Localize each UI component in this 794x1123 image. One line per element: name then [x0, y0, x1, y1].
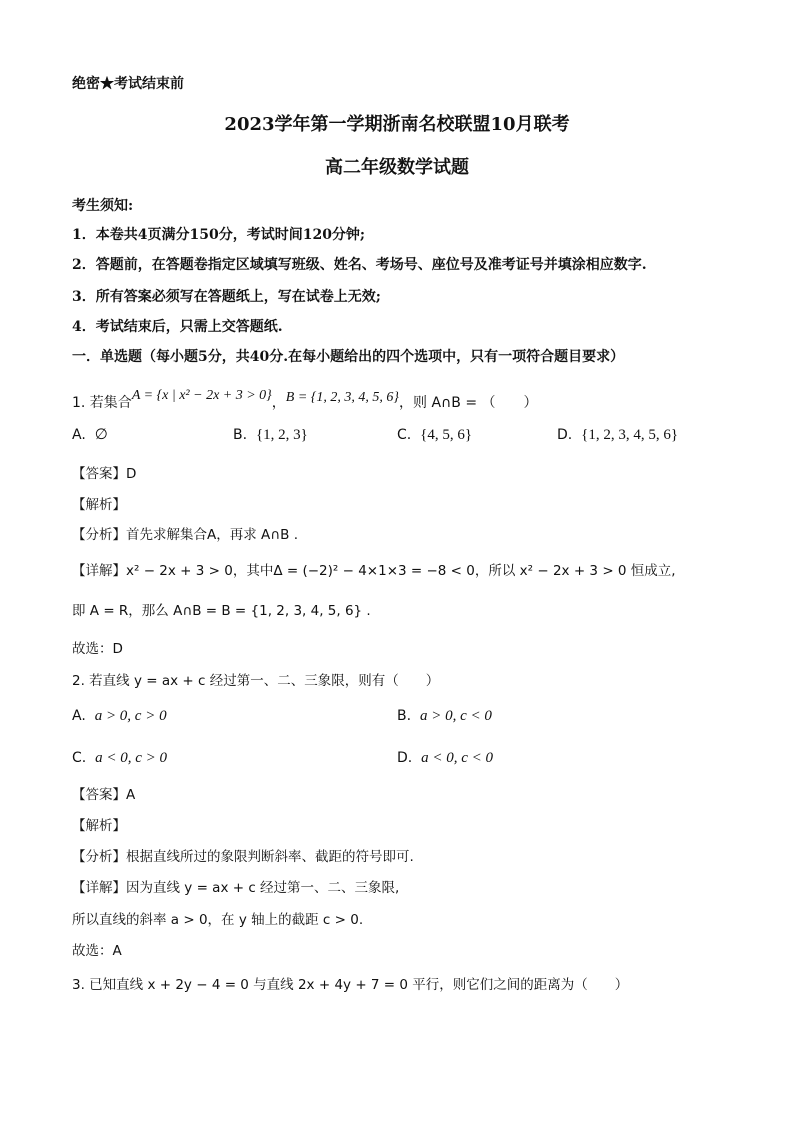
q1-choose: 故选：D — [72, 641, 123, 657]
q2-answer — [72, 786, 135, 804]
exam-subtitle: 高二年级数学试题 — [325, 157, 469, 178]
detail-tag: 【详解】 — [72, 563, 126, 579]
option-text: ∅ — [94, 427, 108, 443]
option-label: D. — [397, 750, 413, 766]
q2-option-c — [72, 749, 167, 767]
detail-tag: 【详解】 — [72, 880, 126, 896]
q1-answer — [72, 465, 136, 483]
q2-stem: 2. 若直线 y = ax + c 经过第一、二、三象限，则有（ ） — [72, 673, 440, 689]
notice-item-4: 4．考试结束后，只需上交答题纸. — [72, 319, 283, 335]
q1-ask: ，则 A∩B = （ ） — [399, 395, 538, 411]
fenxi-text: 首先求解集合A，再求 A∩B . — [126, 527, 298, 543]
option-text: a > 0, c > 0 — [94, 708, 167, 724]
q2-option-a — [72, 707, 167, 725]
q1-set-a: A = {x | x² − 2x + 3 > 0} — [131, 388, 272, 403]
option-label: B. — [233, 427, 248, 443]
notice-heading: 考生须知: — [72, 198, 134, 214]
notice-item-1: 1．本卷共4页满分150分，考试时间120分钟; — [72, 227, 366, 243]
notice-item-2: 2．答题前，在答题卷指定区域填写班级、姓名、考场号、座位号及准考证号并填涂相应数字. — [72, 257, 647, 273]
option-text: a > 0, c < 0 — [419, 708, 492, 724]
section-heading: 一．单选题（每小题5分，共40分.在每小题给出的四个选项中，只有一项符合题目要求） — [72, 349, 625, 365]
q1-stem — [72, 388, 538, 413]
option-label: C. — [397, 427, 412, 443]
option-text: {1, 2, 3, 4, 5, 6} — [581, 427, 679, 443]
option-label: A. — [72, 427, 86, 443]
answer-tag: 【答案】 — [72, 787, 126, 803]
q1-detail-1 — [72, 562, 676, 580]
answer-tag: 【答案】 — [72, 466, 126, 482]
detail-text: 因为直线 y = ax + c 经过第一、二、三象限, — [126, 880, 400, 896]
q1-separator: ， — [271, 395, 286, 411]
q1-option-a — [72, 426, 108, 444]
secret-label: 绝密★考试结束前 — [72, 76, 184, 92]
option-label: C. — [72, 750, 87, 766]
q1-option-d — [557, 426, 678, 444]
option-text: {4, 5, 6} — [420, 427, 473, 443]
exam-title: 2023学年第一学期浙南名校联盟10月联考 — [224, 114, 570, 135]
q1-analysis-tag: 【解析】 — [72, 497, 126, 513]
q1-set-b: B = {1, 2, 3, 4, 5, 6} — [285, 390, 399, 405]
option-label: B. — [397, 708, 412, 724]
q2-detail-1 — [72, 879, 399, 897]
option-label: A. — [72, 708, 86, 724]
q1-option-b — [233, 426, 308, 444]
q2-option-d — [397, 749, 493, 767]
q1-fenxi — [72, 526, 298, 544]
q1-option-c — [397, 426, 472, 444]
q2-detail-2: 所以直线的斜率 a > 0，在 y 轴上的截距 c > 0. — [72, 912, 364, 928]
fenxi-tag: 【分析】 — [72, 527, 126, 543]
answer-value: D — [126, 466, 137, 482]
q2-option-b — [397, 707, 492, 725]
q3-stem: 3. 已知直线 x + 2y − 4 = 0 与直线 2x + 4y + 7 = 0 平行，则它们之间的距离为（ ） — [72, 977, 629, 993]
option-text: a < 0, c < 0 — [421, 750, 494, 766]
q2-analysis-tag: 【解析】 — [72, 818, 126, 834]
detail-text: x² − 2x + 3 > 0，其中Δ = (−2)² − 4×1×3 = −8 < 0，所以 x² − 2x + 3 > 0 恒成立, — [126, 563, 676, 579]
option-text: {1, 2, 3} — [255, 427, 308, 443]
q1-number: 1. 若集合 — [72, 395, 132, 411]
notice-item-3: 3．所有答案必须写在答题纸上，写在试卷上无效; — [72, 289, 381, 305]
q2-fenxi — [72, 848, 414, 866]
fenxi-tag: 【分析】 — [72, 849, 126, 865]
answer-value: A — [126, 787, 136, 803]
option-label: D. — [557, 427, 573, 443]
q1-detail-2: 即 A = R，那么 A∩B = B = {1, 2, 3, 4, 5, 6} . — [72, 603, 371, 619]
q2-choose: 故选：A — [72, 943, 122, 959]
option-text: a < 0, c > 0 — [95, 750, 168, 766]
fenxi-text: 根据直线所过的象限判断斜率、截距的符号即可. — [126, 849, 414, 865]
